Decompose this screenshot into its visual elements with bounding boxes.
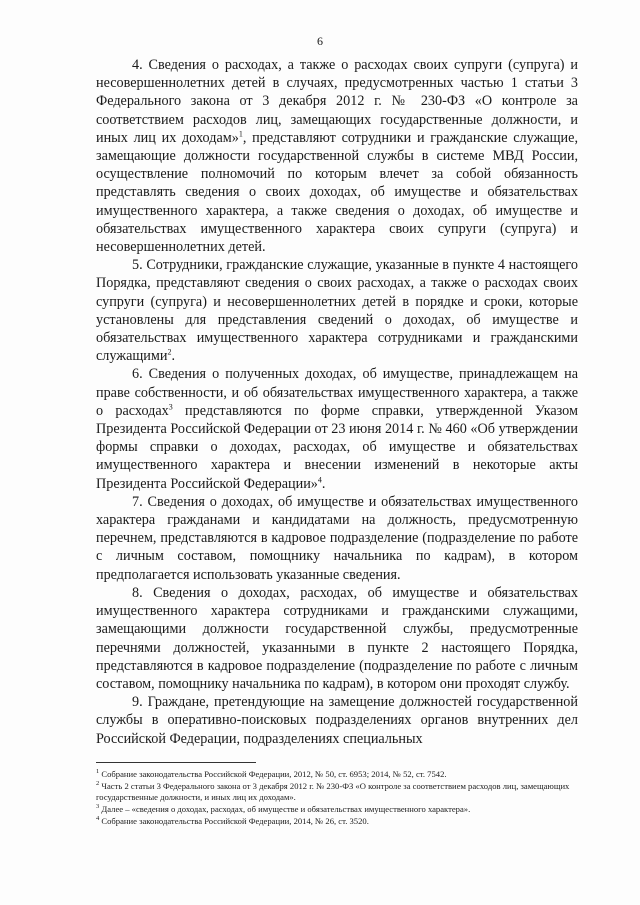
footnote-text: Собрание законодательства Российской Федерации, 2012, № 50, ст. 6953; 2014, № 52, ст. 7542.	[101, 769, 447, 779]
footnote-ref: 3	[168, 402, 173, 412]
footnote-text: Далее – «сведения о доходах, расходах, об имуществе и обязательствах имущественного характера».	[101, 804, 471, 814]
paragraph-8	[96, 584, 578, 693]
paragraph-text: 8. Сведения о доходах, расходах, об имуществе и обязательствах имущественного характера сотрудниками и гражданскими служащими, замещающими должности государственной службы, предусмотренные перечнями должностей, указанными в пункте 2 настоящего Порядка, представляются в кадровое подразделение (подразделение по работе с личным составом, помощнику начальника по кадрам), в котором они проходят службу.	[96, 584, 578, 692]
footnotes	[96, 762, 578, 828]
footnote-text: Часть 2 статьи 3 Федерального закона от 3 декабря 2012 г. № 230-ФЗ «О контроле за соответствием расходов лиц, замещающих государственные должности, и иных лиц их доходам».	[96, 781, 570, 802]
paragraph-6	[96, 365, 578, 492]
paragraph-text: 5. Сотрудники, гражданские служащие, указанные в пункте 4 настоящего Порядка, представляют сведения о своих расходах, а также о расходах своих супруги (супруга) и несовершеннолетних детей в порядке и сроки, которые установлены для представления сведений о доходах, об имуществе и обязательствах имущественного характера сотрудниками и гражданскими служащими	[96, 257, 578, 365]
paragraph-text: 7. Сведения о доходах, об имуществе и обязательствах имущественного характера гражданами и кандидатами на должность, предусмотренную перечнем, представляются в кадровое подразделение (подразделение по работе с личным составом, помощнику начальника по кадрам), в котором предполагается использовать указанные сведения.	[96, 493, 578, 583]
footnote-divider	[96, 762, 256, 763]
page-number: 6	[317, 34, 323, 48]
footnote-1	[96, 769, 578, 780]
footnote-mark: 4	[96, 815, 100, 823]
paragraph-text: 6. Сведения о полученных доходах, об имуществе, принадлежащем на праве собственности, и об обязательствах имущественного характера, а также о расходах	[96, 366, 578, 419]
paragraph-4	[96, 56, 578, 256]
footnote-2	[96, 781, 578, 803]
footnote-ref: 4	[317, 474, 322, 484]
paragraph-7	[96, 493, 578, 584]
paragraph-text: представляются по форме справки, утвержденной Указом Президента Российской Федерации от 23 июня 2014 г. № 460 «Об утверждении формы справки о доходах, расходах, об имуществе и обязательствах имущественного характера и внесении изменений в некоторые акты Президента Российской Федерации»	[96, 402, 578, 492]
paragraph-text: .	[171, 348, 176, 365]
footnote-ref: 2	[167, 347, 172, 357]
footnote-text: Собрание законодательства Российской Федерации, 2014, № 26, ст. 3520.	[101, 816, 369, 826]
paragraph-text: .	[321, 475, 326, 492]
footnote-4	[96, 816, 578, 827]
paragraph-5	[96, 256, 578, 365]
document-body	[96, 56, 578, 748]
footnote-mark: 3	[96, 803, 100, 811]
footnote-mark: 2	[96, 780, 100, 788]
footnote-3	[96, 804, 578, 815]
footnote-mark: 1	[96, 768, 100, 776]
paragraph-text: 9. Граждане, претендующие на замещение должностей государственной службы в оперативно-поисковых подразделениях органов внутренних дел Российской Федерации, подразделениях специальных	[96, 694, 578, 747]
paragraph-9	[96, 693, 578, 748]
paragraph-text: , представляют сотрудники и гражданские служащие, замещающие должности государственной службы в системе МВД России, осуществление полномочий по которым влечет за собой обязанность представлять сведения о своих доходах, об имуществе и обязательствах имущественного характера, а также сведения о доходах, об имуществе и обязательствах имущественного характера своих супруги (супруга) и несовершеннолетних детей.	[96, 129, 578, 256]
footnote-ref: 1	[238, 129, 243, 139]
paragraph-text: 4. Сведения о расходах, а также о расходах своих супруги (супруга) и несовершеннолетних детей в случаях, предусмотренных частью 1 статьи 3 Федерального закона от 3 декабря 2012 г. № 230-ФЗ «О контроле за соответствием расходов лиц, замещающих государственные должности, и иных лиц их доходам»	[96, 57, 578, 146]
